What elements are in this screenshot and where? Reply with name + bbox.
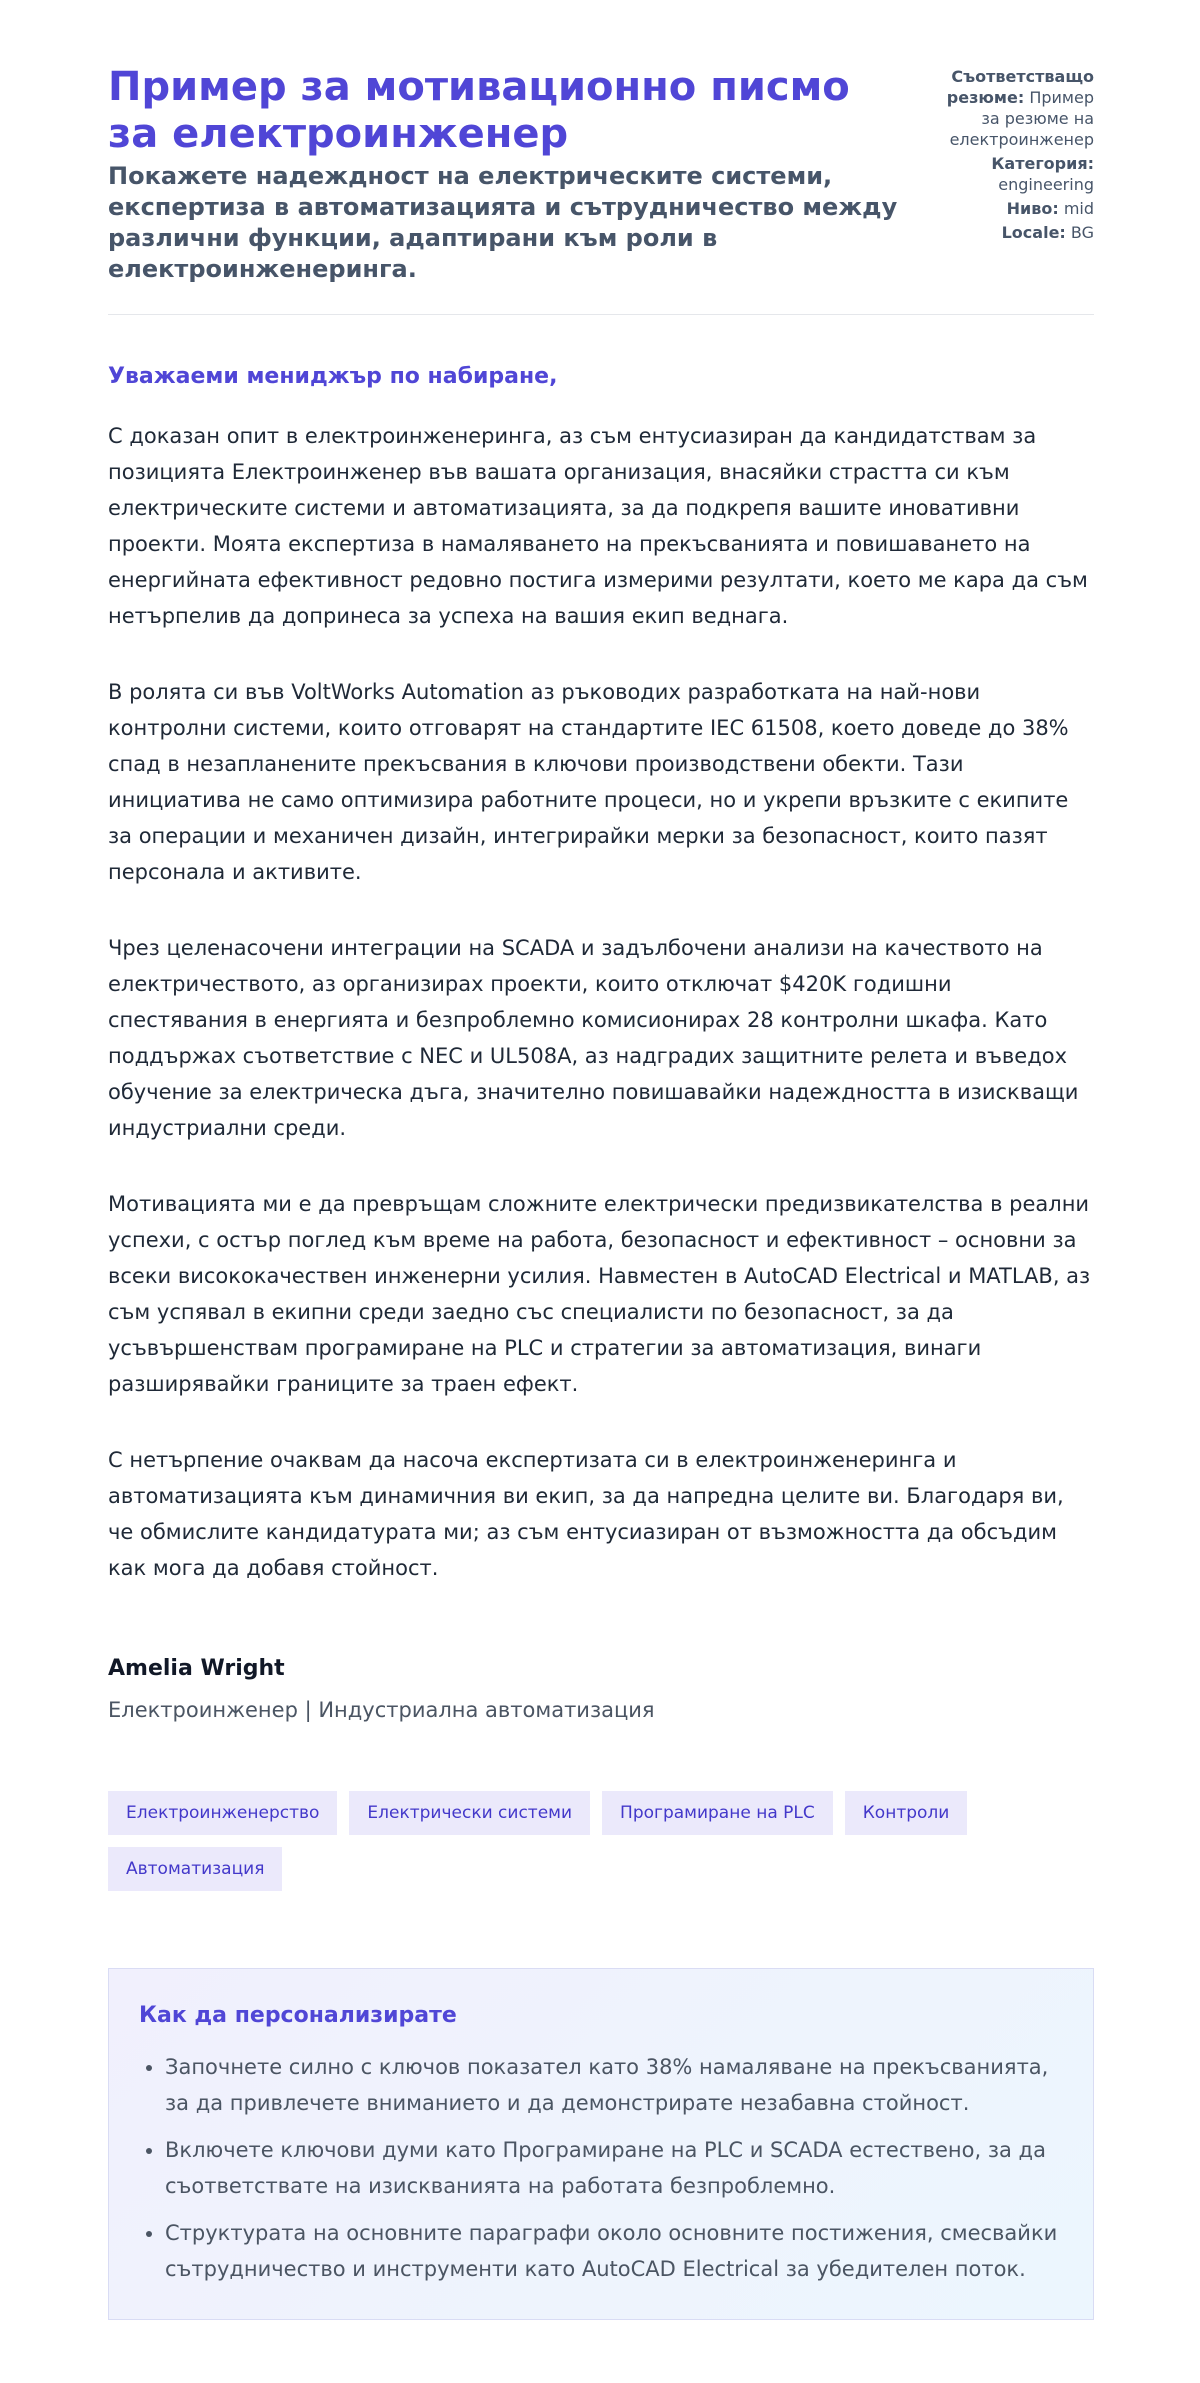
meta-category-key: Категория: — [991, 154, 1094, 173]
signature-title: Електроинженер | Индустриална автоматизация — [108, 1698, 655, 1722]
letter-paragraph: В ролята си във VoltWorks Automation аз ръководих разработката на най-нови контролни системи, които отговарят на стандартите IEC 61508, което доведе до 38% спад в незапланените прекъсвания в ключови производствени обекти. Тази инициатива не само оптимизира работните процеси, но и укрепи връзките с екипите за операции и механичен дизайн, интегрирайки мерки за безопасност, които пазят персонала и активите. — [108, 680, 1069, 884]
tag-controls[interactable]: Контроли — [845, 1791, 968, 1835]
letter-paragraph: Чрез целенасочени интеграции на SCADA и задълбочени анализи на качеството на електричеството, аз организирах проекти, които отключат $420K годишни спестявания в енергията и безпроблемно комисионирах 28 контролни шкафа. Като поддържах съответствие с NEC и UL508A, аз надградих защитните релета и въведох обучение за електрическа дъга, значително повишавайки надеждността в изискващи индустриални среди. — [108, 936, 1079, 1140]
tag-plc-programming[interactable]: Програмиране на PLC — [602, 1791, 833, 1835]
meta-resume-key: Съответстващо резюме: — [946, 67, 1094, 107]
tips-list — [139, 2049, 1063, 2287]
tip-item: • Структурата на основните параграфи около основните постижения, смесвайки сътрудничество и инструменти като AutoCAD Electrical за убедителен поток. — [165, 2215, 1063, 2287]
meta-locale — [924, 222, 1094, 243]
tips-title: Как да персонализирате — [139, 2003, 457, 2028]
letter-paragraph: Мотивацията ми е да превръщам сложните електрически предизвикателства в реални успехи, с остър поглед към време на работа, безопасност и ефективност – основни за всеки висококачествен инженерни усилия. Навместен в AutoCAD Electrical и MATLAB, аз съм успявал в екипни среди заедно със специалисти по безопасност, за да усъвършенствам програмиране на PLC и стратегии за автоматизация, винаги разширявайки границите за траен ефект. — [108, 1192, 1091, 1396]
page-title: Пример за мотивационно писмо за електроинженер — [108, 64, 850, 157]
signature-name: Amelia Wright — [108, 1656, 285, 1681]
meta-locale-key: Locale: — [1001, 223, 1066, 242]
tip-item: • Включете ключови думи като Програмиране на PLC и SCADA естествено, за да съответствате на изискванията на работата безпроблемно. — [165, 2132, 1063, 2204]
customization-tips — [108, 1968, 1094, 2320]
tag-electrical-engineering[interactable]: Електроинженерство — [108, 1791, 337, 1835]
letter-paragraph: С нетърпение очаквам да насоча експертизата си в електроинженеринга и автоматизацията към динамичния ви екип, за да напредна целите ви. Благодаря ви, че обмислите кандидатурата ми; аз съм ентусиазиран от възможността да обсъдим как мога да добавя стойност. — [108, 1448, 1064, 1580]
tag-automation[interactable]: Автоматизация — [108, 1847, 282, 1891]
meta-level-value: mid — [1063, 199, 1094, 218]
meta-level — [924, 198, 1094, 219]
meta-category-value: engineering — [998, 175, 1094, 194]
signature-block — [108, 1654, 1094, 1725]
meta-category — [924, 153, 1094, 195]
meta-resume-value: Пример за резюме на електроинженер — [949, 88, 1094, 149]
letter-greeting: Уважаеми мениджър по набиране, — [108, 364, 558, 389]
meta-resume — [924, 66, 1094, 150]
tag-electrical-systems[interactable]: Електрически системи — [349, 1791, 590, 1835]
header-divider — [108, 314, 1094, 315]
meta-panel — [924, 66, 1094, 246]
letter-paragraph: С доказан опит в електроинженеринга, аз съм ентусиазиран да кандидатствам за позицията Електроинженер във вашата организация, внасяйки страстта си към електрическите системи и автоматизацията, за да подкрепя вашите иновативни проекти. Моята експертиза в намаляването на прекъсванията и повишаването на енергийната ефективност редовно постига измерими резултати, което ме кара да съм нетърпелив да допринеса за успеха на вашия екип веднага. — [108, 424, 1088, 628]
tag-list — [108, 1791, 1094, 1891]
tip-item: • Започнете силно с ключов показател като 38% намаляване на прекъсванията, за да привлечете вниманието и да демонстрирате незабавна стойност. — [165, 2049, 1063, 2121]
meta-locale-value: BG — [1070, 223, 1094, 242]
meta-level-key: Ниво: — [1006, 199, 1059, 218]
page-subtitle: Покажете надеждност на електрическите системи, експертиза в автоматизацията и сътрудничество между различни функции, адаптирани към роли в електроинженеринга. — [108, 162, 898, 283]
letter-body — [108, 418, 1094, 1626]
